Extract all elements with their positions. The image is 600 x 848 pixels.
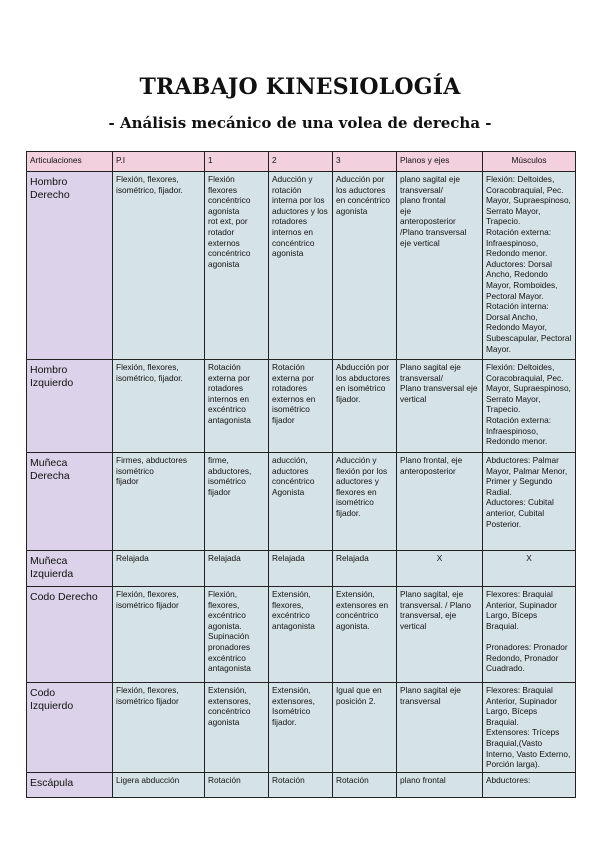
cell-fase-1: Relajada [205, 551, 269, 587]
cell-fase-2: Extensión, extensores, Isométrico fijador. [269, 683, 333, 773]
analysis-table [26, 151, 576, 798]
cell-musculos: Flexión: Deltoides, Coracobraquial, Pec. Mayor, Supraespinoso, Serrato Mayor, Trapecio. Rotación externa: Infraespinoso, Redondo menor. [483, 360, 576, 453]
header-musculos: Músculos [483, 152, 576, 172]
table-row [27, 453, 576, 551]
table-row [27, 683, 576, 773]
cell-fase-3: Aducción y flexión por los aductores y flexores en isométrico fijador. [333, 453, 397, 551]
cell-planos: Plano sagital eje transversal/ Plano transversal eje vertical [397, 360, 483, 453]
row-articulacion: Hombro Derecho [27, 172, 113, 360]
cell-planos: X [397, 551, 483, 587]
cell-fase-1: firme, abductores, isométrico fijador [205, 453, 269, 551]
cell-pi: Ligera abducción [113, 772, 205, 797]
header-articulaciones: Articulaciones [27, 152, 113, 172]
table-row [27, 772, 576, 797]
row-articulacion: Codo Izquierdo [27, 683, 113, 773]
cell-pi: Firmes, abductores isométrico fijador [113, 453, 205, 551]
cell-musculos: Abductores: Palmar Mayor, Palmar Menor, Primer y Segundo Radial. Aductores: Cubital anterior, Cubital Posterior. [483, 453, 576, 551]
cell-fase-3: Igual que en posición 2. [333, 683, 397, 773]
header-pi: P.I [113, 152, 205, 172]
cell-planos: Plano sagital eje transversal [397, 683, 483, 773]
cell-fase-3: Extensión, extensores en concéntrico agonista. [333, 587, 397, 683]
cell-pi: Flexión, flexores, isométrico fijador [113, 683, 205, 773]
cell-fase-1: Extensión, extensores, concéntrico agonista [205, 683, 269, 773]
cell-fase-2: aducción, aductores concéntrico Agonista [269, 453, 333, 551]
cell-musculos: Flexión: Deltoides, Coracobraquial, Pec. Mayor, Supraespinoso, Serrato Mayor, Trapecio. Rotación externa: Infraespinoso, Redondo menor. Aductores: Dorsal Ancho, Redondo Mayor, Romboides, Pectoral Mayor. Rotación interna: Dorsal Ancho, Redondo Mayor, Subescapular, Pectoral Mayor. [483, 172, 576, 360]
header-fase-2: 2 [269, 152, 333, 172]
table-row [27, 551, 576, 587]
table-row [27, 172, 576, 360]
table-row [27, 360, 576, 453]
header-row [27, 152, 576, 172]
cell-fase-2: Rotación [269, 772, 333, 797]
cell-fase-3: Rotación [333, 772, 397, 797]
cell-planos: plano sagital eje transversal/ plano frontal eje anteroposterior /Plano transversal eje vertical [397, 172, 483, 360]
cell-pi: Flexión, flexores, isométrico, fijador. [113, 172, 205, 360]
cell-pi: Relajada [113, 551, 205, 587]
row-articulacion: Codo Derecho [27, 587, 113, 683]
cell-fase-1: Flexión, flexores, excéntrico agonista. Supinación pronadores excéntrico antagonista [205, 587, 269, 683]
page-subtitle: - Análisis mecánico de una volea de derecha - [108, 114, 492, 132]
cell-planos: Plano frontal, eje anteroposterior [397, 453, 483, 551]
cell-fase-2: Rotación externa por rotadores externos en isométrico fijador [269, 360, 333, 453]
cell-musculos: Flexores: Braquial Anterior, Supinador Largo, Bíceps Braquial. Pronadores: Pronador Redondo, Pronador Cuadrado. [483, 587, 576, 683]
cell-pi: Flexión, flexores, isométrico, fijador. [113, 360, 205, 453]
cell-musculos: Abductores: [483, 772, 576, 797]
page-title: TRABAJO KINESIOLOGÍA [139, 74, 461, 100]
cell-fase-1: Flexión flexores concéntrico agonista rot ext, por rotador externos concéntrico agonista [205, 172, 269, 360]
cell-pi: Flexión, flexores, isométrico fijador [113, 587, 205, 683]
cell-fase-3: Abducción por los abductores en isométrico fijador. [333, 360, 397, 453]
cell-planos: Plano sagital, eje transversal. / Plano transversal, eje vertical [397, 587, 483, 683]
row-articulacion: Escápula [27, 772, 113, 797]
header-fase-3: 3 [333, 152, 397, 172]
cell-fase-2: Aducción y rotación interna por los aductores y los rotadores internos en concéntrico agonista [269, 172, 333, 360]
cell-fase-1: Rotación [205, 772, 269, 797]
cell-fase-1: Rotación externa por rotadores internos en excéntrico antagonista [205, 360, 269, 453]
header-planos-ejes: Planos y ejes [397, 152, 483, 172]
cell-fase-2: Relajada [269, 551, 333, 587]
cell-fase-2: Extensión, flexores, excéntrico antagonista [269, 587, 333, 683]
cell-fase-3: Aducción por los aductores en concéntrico agonista [333, 172, 397, 360]
cell-musculos: Flexores: Braquial Anterior, Supinador Largo, Bíceps Braquial. Extensores: Tríceps Braquial,(Vasto Interno, Vasto Externo, Porción larga). [483, 683, 576, 773]
header-fase-1: 1 [205, 152, 269, 172]
cell-fase-3: Relajada [333, 551, 397, 587]
row-articulacion: Muñeca Izquierda [27, 551, 113, 587]
cell-musculos: X [483, 551, 576, 587]
table-row [27, 587, 576, 683]
row-articulacion: Muñeca Derecha [27, 453, 113, 551]
cell-planos: plano frontal [397, 772, 483, 797]
row-articulacion: Hombro Izquierdo [27, 360, 113, 453]
